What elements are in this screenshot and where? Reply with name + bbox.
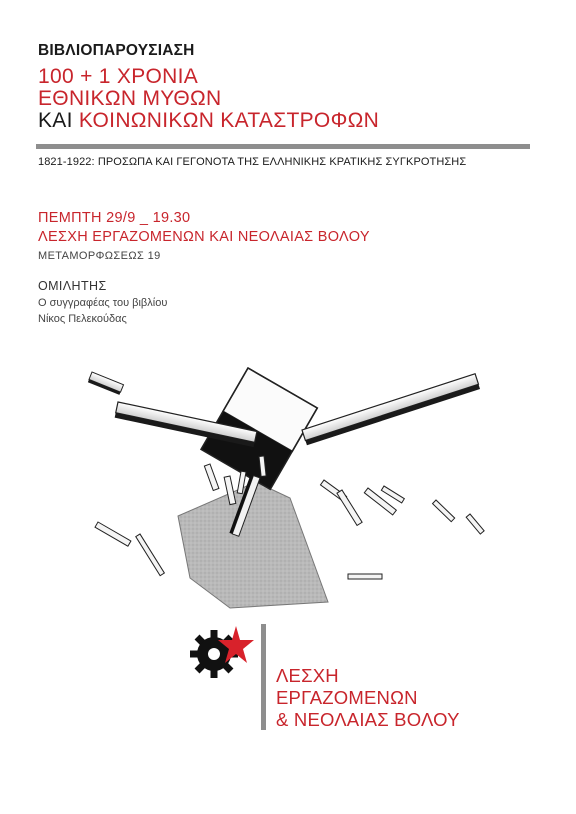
grey-plane-shape: [178, 482, 328, 608]
small-stick-shape: [466, 514, 484, 534]
small-stick-shape: [136, 534, 165, 576]
organizer-name-line-2: ΕΡΓΑΖΟΜΕΝΩΝ: [276, 687, 418, 708]
small-stick-shape: [381, 486, 404, 503]
title-line-2: ΕΘΝΙΚΩΝ ΜΥΘΩΝ: [38, 87, 222, 110]
speaker-name: Νίκος Πελεκούδας: [38, 313, 127, 325]
event-address: ΜΕΤΑΜΟΡΦΩΣΕΩΣ 19: [38, 250, 161, 262]
long-bar-right-shape: [302, 374, 480, 445]
organizer-name-line-1: ΛΕΣΧΗ: [276, 665, 339, 686]
title-line-1: 100 + 1 ΧΡΟΝΙΑ: [38, 65, 199, 88]
poster-kicker: ΒΙΒΛΙΟΠΑΡΟΥΣΙΑΣΗ: [38, 42, 195, 59]
small-stick-shape: [337, 490, 362, 525]
suprematist-artwork: [80, 340, 500, 610]
speaker-role: Ο συγγραφέας του βιβλίου: [38, 297, 168, 309]
small-stick-shape: [433, 500, 455, 522]
title-line-3-conjunction: ΚΑΙ: [38, 109, 79, 132]
poster-title: [38, 66, 379, 132]
event-venue: ΛΕΣΧΗ ΕΡΓΑΖΟΜΕΝΩΝ ΚΑΙ ΝΕΟΛΑΙΑΣ ΒΟΛΟΥ: [38, 229, 370, 245]
organizer-name: [276, 665, 460, 731]
gear-star-logo-icon: [190, 620, 256, 686]
speaker-heading: ΟΜΙΛΗΤΗΣ: [38, 279, 107, 293]
small-stick-shape: [95, 522, 131, 546]
logo-divider-bar: [261, 624, 266, 730]
small-stick-shape: [204, 464, 219, 490]
event-date-time: ΠΕΜΠΤΗ 29/9 _ 19.30: [38, 210, 191, 226]
short-bar-shape: [88, 372, 124, 395]
title-divider: [36, 144, 530, 149]
small-stick-shape: [348, 574, 382, 579]
title-line-3: ΚΟΙΝΩΝΙΚΩΝ ΚΑΤΑΣΤΡΟΦΩΝ: [78, 109, 380, 132]
organizer-name-line-3: & ΝΕΟΛΑΙΑΣ ΒΟΛΟΥ: [276, 709, 460, 730]
book-subtitle: 1821-1922: ΠΡΟΣΩΠΑ ΚΑΙ ΓΕΓΟΝΟΤΑ ΤΗΣ ΕΛΛΗΝΙΚΗΣ ΚΡΑΤΙΚΗΣ ΣΥΓΚΡΟΤΗΣΗΣ: [38, 156, 467, 168]
